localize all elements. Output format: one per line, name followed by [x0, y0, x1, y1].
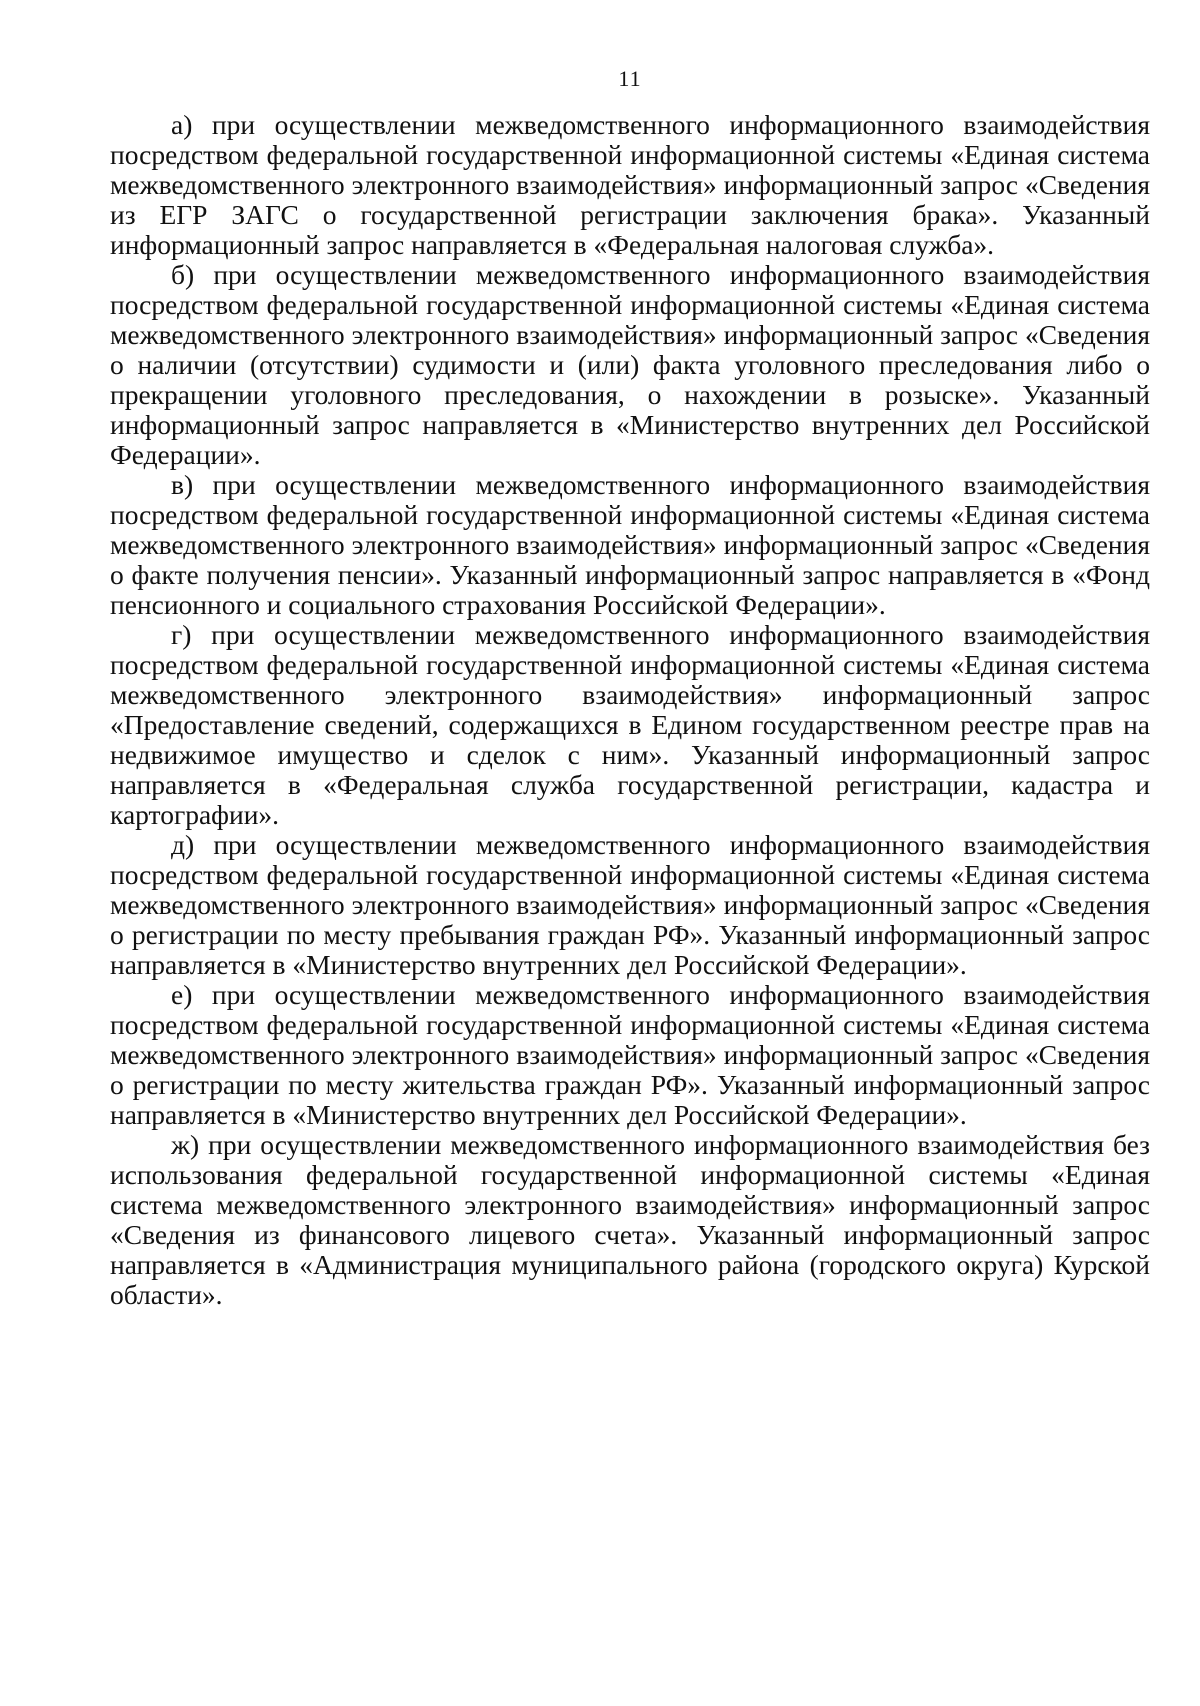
- paragraph-g: г) при осуществлении межведомственного информационного взаимодействия посредством федеральной государственной информационной системы «Единая система межведомственного электронного взаимодействия» информационный запрос «Предоставление сведений, содержащихся в Едином государственном реестре прав на недвижимое имущество и сделок с ним». Указанный информационный запрос направляется в «Федеральная служба государственной регистрации, кадастра и картографии».: [110, 619, 1150, 830]
- paragraph-e: е) при осуществлении межведомственного информационного взаимодействия посредством федеральной государственной информационной системы «Единая система межведомственного электронного взаимодействия» информационный запрос «Сведения о регистрации по месту жительства граждан РФ». Указанный информационный запрос направляется в «Министерство внутренних дел Российской Федерации».: [110, 979, 1150, 1130]
- paragraph-a: а) при осуществлении межведомственного информационного взаимодействия посредством федеральной государственной информационной системы «Единая система межведомственного электронного взаимодействия» информационный запрос «Сведения из ЕГР ЗАГС о государственной регистрации заключения брака». Указанный информационный запрос направляется в «Федеральная налоговая служба».: [110, 109, 1150, 260]
- paragraph-v: в) при осуществлении межведомственного информационного взаимодействия посредством федеральной государственной информационной системы «Единая система межведомственного электронного взаимодействия» информационный запрос «Сведения о факте получения пенсии». Указанный информационный запрос направляется в «Фонд пенсионного и социального страхования Российской Федерации».: [110, 469, 1150, 620]
- page-number: 11: [618, 66, 642, 91]
- paragraph-d: д) при осуществлении межведомственного информационного взаимодействия посредством федеральной государственной информационной системы «Единая система межведомственного электронного взаимодействия» информационный запрос «Сведения о регистрации по месту пребывания граждан РФ». Указанный информационный запрос направляется в «Министерство внутренних дел Российской Федерации».: [110, 829, 1150, 980]
- paragraph-zh: ж) при осуществлении межведомственного информационного взаимодействия без использования федеральной государственной информационной системы «Единая система межведомственного электронного взаимодействия» информационный запрос «Сведения из финансового лицевого счета». Указанный информационный запрос направляется в «Администрация муниципального района (городского округа) Курской области».: [110, 1129, 1150, 1310]
- document-body: [110, 110, 1150, 1310]
- paragraph-b: б) при осуществлении межведомственного информационного взаимодействия посредством федеральной государственной информационной системы «Единая система межведомственного электронного взаимодействия» информационный запрос «Сведения о наличии (отсутствии) судимости и (или) факта уголовного преследования либо о прекращении уголовного преследования, о нахождении в розыске». Указанный информационный запрос направляется в «Министерство внутренних дел Российской Федерации».: [110, 259, 1150, 470]
